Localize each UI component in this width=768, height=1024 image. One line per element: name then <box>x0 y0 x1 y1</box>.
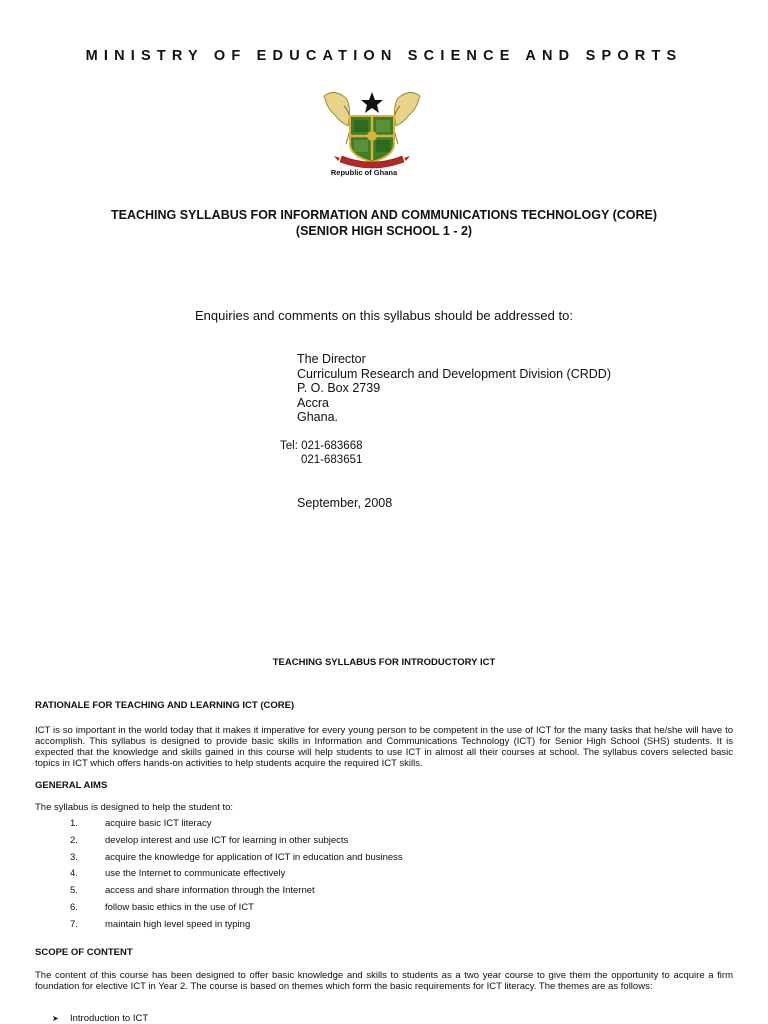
list-item <box>35 902 735 919</box>
list-item-text: follow basic ethics in the use of ICT <box>105 901 254 913</box>
syllabus-title <box>0 207 768 239</box>
introductory-ict-title: TEACHING SYLLABUS FOR INTRODUCTORY ICT <box>272 657 496 668</box>
crest-caption: Republic of Ghana <box>330 168 398 177</box>
address-line: Ghana. <box>297 410 339 424</box>
publication-date: September, 2008 <box>297 496 393 510</box>
address-line: P. O. Box 2739 <box>297 381 381 395</box>
list-item-text: acquire the knowledge for application of ICT in education and business <box>105 851 403 863</box>
telephone-block <box>280 439 362 467</box>
arrow-bullet-icon: ➤ <box>52 1014 59 1023</box>
list-item-text: acquire basic ICT literacy <box>105 818 212 829</box>
telephone-primary: Tel: 021-683668 <box>280 440 363 452</box>
address-line: Accra <box>297 395 329 410</box>
list-item <box>35 868 735 885</box>
telephone-secondary: 021-683651 <box>301 454 363 466</box>
list-item <box>35 852 735 869</box>
list-item-number: 3. <box>70 851 78 863</box>
list-item-number: 5. <box>70 885 78 897</box>
list-item <box>52 1013 148 1024</box>
general-aims-heading: GENERAL AIMS <box>35 780 108 791</box>
list-item <box>35 818 735 835</box>
list-item-number: 6. <box>70 901 78 913</box>
list-item-number: 7. <box>70 918 78 930</box>
list-item-number: 2. <box>70 834 78 846</box>
general-aims-intro: The syllabus is designed to help the student to: <box>35 802 234 813</box>
list-item-text: maintain high level speed in typing <box>105 918 251 930</box>
address-block <box>297 352 611 425</box>
list-item-number: 1. <box>70 818 78 829</box>
address-line: The Director <box>297 352 366 366</box>
list-item-number: 4. <box>70 868 78 880</box>
list-item-text: Introduction to ICT <box>70 1013 149 1024</box>
scope-heading: SCOPE OF CONTENT <box>35 947 133 958</box>
ministry-title: MINISTRY OF EDUCATION SCIENCE AND SPORTS <box>85 48 683 64</box>
rationale-paragraph: ICT is so important in the world today that it makes it imperative for every young person to be competent in the use of ICT for the many tasks that he/she will have to accomplish. This syllabus is designed to provide basic skills in Information and Communications Technology (ICT) for Senior High School (SHS) students. It is expected that the knowledge and skills gained in this course will help students to use ICT in almost all their courses at school. The syllabus covers selected basic topics in ICT which offers hands-on activities to help students acquire the required ICT skills. <box>35 725 733 769</box>
list-item-text: develop interest and use ICT for learning in other subjects <box>105 834 349 846</box>
syllabus-title-line-2: (SENIOR HIGH SCHOOL 1 - 2) <box>295 224 473 238</box>
list-item-text: access and share information through the Internet <box>105 885 315 897</box>
address-line: Curriculum Research and Development Division (CRDD) <box>297 366 611 381</box>
list-item <box>35 919 735 936</box>
general-aims-list <box>35 818 735 936</box>
ghana-coat-of-arms-icon <box>316 86 428 170</box>
scope-paragraph: The content of this course has been designed to offer basic knowledge and skills to students as a two year course to give them the opportunity to acquire a firm foundation for elective ICT in Year 2. The course is based on themes which form the basic requirements for ICT literacy. The themes are as follows: <box>35 970 733 992</box>
enquiries-text: Enquiries and comments on this syllabus should be addressed to: <box>195 308 573 323</box>
list-item-text: use the Internet to communicate effectively <box>105 868 286 880</box>
list-item <box>35 835 735 852</box>
syllabus-title-line-1: TEACHING SYLLABUS FOR INFORMATION AND COMMUNICATIONS TECHNOLOGY (CORE) <box>110 208 658 222</box>
rationale-heading: RATIONALE FOR TEACHING AND LEARNING ICT (CORE) <box>35 700 295 711</box>
list-item <box>35 885 735 902</box>
